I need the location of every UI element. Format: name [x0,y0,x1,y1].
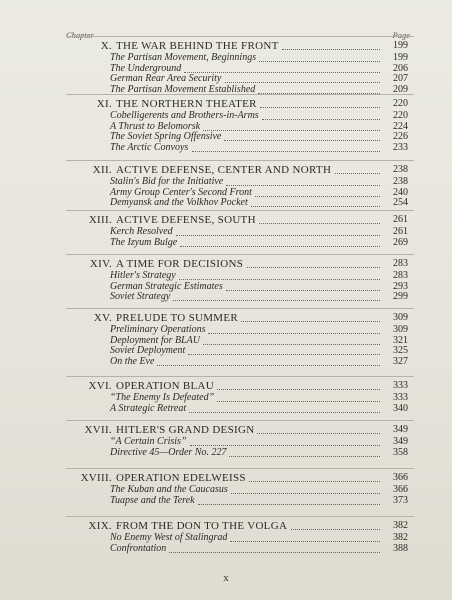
chapter-page-number: 199 [393,40,408,51]
section-title: Cobelligerents and Brothers-in-Arms [110,110,259,121]
leader-dots [203,130,380,131]
chapter-number: XIV. [89,258,112,270]
leader-dots [230,541,380,542]
section-title: Demyansk and the Volkhov Pocket [110,197,248,209]
section-page-number: 309 [393,324,408,335]
leader-dots [229,456,380,457]
section-title: The Arctic Convoys [110,141,189,153]
section-page-number: 199 [393,52,408,63]
chapter-title: PRELUDE TO SUMMER [116,312,239,324]
section-title: Soviet Deployment [110,345,186,357]
leader-dots [257,433,380,434]
chapter-title: THE WAR BEHIND THE FRONT [116,40,279,52]
section-title: The Soviet Spring Offensive [110,131,222,143]
leader-dots [255,196,380,197]
chapter-title: HITLER'S GRAND DESIGN [116,424,255,436]
section-title: On the Eve [110,355,155,367]
section-title: German Strategic Estimates [110,280,223,292]
chapter-number: XV. [93,312,112,324]
section-title: Stalin's Bid for the Initiative [110,176,224,187]
chapter-page-number: 382 [393,520,408,531]
section-page-number: 366 [393,484,408,495]
section-page-number: 206 [393,62,408,74]
leader-dots [217,389,380,390]
section-title: A Thrust to Belomorsk [110,120,201,132]
leader-dots [173,300,380,301]
leader-dots [226,290,380,291]
section-page-number: 254 [393,197,408,209]
chapter-title: ACTIVE DEFENSE, CENTER AND NORTH [116,164,332,176]
chapter-divider [66,254,414,255]
section-title: No Enemy West of Stalingrad [110,532,228,543]
section-page-number: 333 [393,392,408,403]
chapter-title: A TIME FOR DECISIONS [116,258,244,270]
chapter-number: XVI. [88,380,112,392]
chapter-number: XVIII. [80,472,112,484]
section-title: Preliminary Operations [110,324,206,335]
leader-dots [335,173,380,174]
section-page-number: 382 [393,532,408,543]
chapter-page-number: 283 [393,258,408,269]
chapter-number: XIX. [88,520,112,532]
section-page-number: 321 [393,334,408,346]
chapter-divider [66,468,414,469]
leader-dots [217,401,380,402]
page-folio: x [223,572,229,584]
leader-dots [198,504,380,505]
chapter-divider [66,36,414,37]
section-page-number: 226 [393,131,408,143]
section-page-number: 325 [393,345,408,357]
section-title: Tuapse and the Terek [110,494,195,506]
section-page-number: 299 [393,291,408,303]
chapter-page-number: 349 [393,424,408,435]
section-page-number: 327 [393,355,408,367]
chapter-number: XI. [96,98,112,110]
chapter-divider [66,420,414,421]
section-page-number: 240 [393,186,408,198]
chapter-number: XVII. [84,424,112,436]
section-page-number: 220 [393,110,408,121]
page-column-label: Page [392,30,410,40]
section-page-number: 209 [393,83,408,95]
section-title: The Partisan Movement Established [110,83,256,95]
chapter-divider [66,160,414,161]
section-title: The Partisan Movement, Beginnings [110,52,257,63]
chapter-number: XII. [92,164,112,176]
leader-dots [208,333,380,334]
chapter-number: X. [100,40,112,52]
leader-dots [282,49,380,50]
section-title: German Rear Area Security [110,73,222,85]
leader-dots [260,107,380,108]
chapter-number: XIII. [88,214,112,226]
section-page-number: 269 [393,236,408,248]
section-title: Hitler's Strategy [110,270,176,281]
chapter-divider [66,516,414,517]
leader-dots [189,412,380,413]
section-page-number: 238 [393,176,408,187]
leader-dots [203,344,380,345]
leader-dots [157,365,380,366]
leader-dots [247,267,380,268]
leader-dots [188,354,380,355]
section-title: Directive 45—Order No. 227 [110,446,227,458]
section-title: Confrontation [110,542,167,554]
section-title: “A Certain Crisis” [110,436,187,447]
chapter-title: OPERATION EDELWEISS [116,472,246,484]
chapter-title: ACTIVE DEFENSE, SOUTH [116,214,256,226]
section-title: “The Enemy Is Defeated” [110,392,215,403]
chapter-column-label: Chapter [66,30,94,40]
section-page-number: 283 [393,270,408,281]
leader-dots [176,235,380,236]
leader-dots [180,246,380,247]
chapter-page-number: 309 [393,312,408,323]
section-page-number: 224 [393,120,408,132]
chapter-page-number: 366 [393,472,408,483]
section-page-number: 373 [393,494,408,506]
leader-dots [231,493,380,494]
chapter-page-number: 261 [393,214,408,225]
section-page-number: 233 [393,141,408,153]
chapter-divider [66,376,414,377]
leader-dots [249,481,380,482]
section-title: Army Group Center's Second Front [110,186,252,198]
section-title: Soviet Strategy [110,291,171,303]
leader-dots [192,151,380,152]
leader-dots [224,140,380,141]
chapter-divider [66,308,414,309]
section-page-number: 207 [393,73,408,85]
leader-dots [241,321,380,322]
chapter-page-number: 238 [393,164,408,175]
chapter-title: OPERATION BLAU [116,380,215,392]
leader-dots [251,206,380,207]
leader-dots [259,61,380,62]
chapter-title: THE NORTHERN THEATER [116,98,257,110]
section-page-number: 340 [393,402,408,414]
leader-dots [169,552,380,553]
chapter-divider [66,210,414,211]
section-page-number: 261 [393,226,408,237]
section-title: A Strategic Retreat [110,402,187,414]
leader-dots [291,529,380,530]
chapter-divider [66,94,414,95]
section-page-number: 293 [393,280,408,292]
leader-dots [262,119,380,120]
section-title: The Izyum Bulge [110,236,178,248]
section-title: The Underground [110,62,182,74]
chapter-title: FROM THE DON TO THE VOLGA [116,520,288,532]
section-title: The Kuban and the Caucasus [110,484,228,495]
section-title: Deployment for BLAU [110,334,200,346]
section-title: Kerch Resolved [110,226,173,237]
section-page-number: 349 [393,436,408,447]
column-header [66,30,410,40]
chapter-page-number: 220 [393,98,408,109]
chapter-page-number: 333 [393,380,408,391]
section-page-number: 358 [393,446,408,458]
leader-dots [259,223,380,224]
section-page-number: 388 [393,542,408,554]
